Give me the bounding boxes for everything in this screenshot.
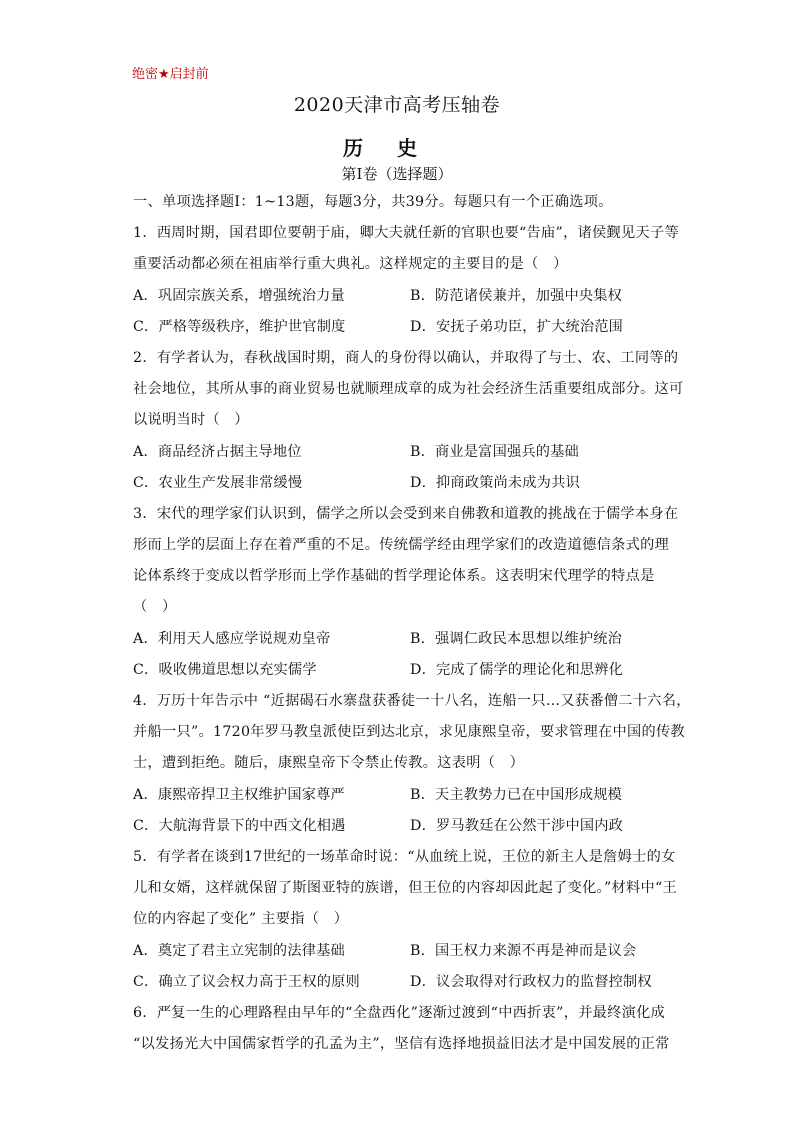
q3-option-b: B．强调仁政民本思想以维护统治: [410, 631, 623, 647]
q5-option-b: B．国王权力来源不再是神而是议会: [410, 943, 637, 959]
q4-stem-line: 士，遭到拒绝。随后，康熙皇帝下令禁止传教。这表明（ ）: [133, 755, 525, 771]
q6-stem-line: 6．严复一生的心理路程由早年的“全盘西化”逐渐过渡到“中西折衷”，并最终演化成: [133, 1005, 666, 1021]
q2-stem-line: 以说明当时（ ）: [133, 412, 249, 428]
q5-stem-line: 5．有学者在谈到17世纪的一场革命时说：“从血统上说，王位的新主人是詹姆士的女: [133, 849, 676, 865]
q5-stem-line: 位的内容起了变化” 主要指（ ）: [133, 911, 349, 927]
q3-stem-line: 论体系终于变成以哲学形而上学作基础的哲学理论体系。这表明宋代理学的特点是: [133, 568, 655, 584]
q3-stem-line: 3．宋代的理学家们认识到，儒学之所以会受到来自佛教和道教的挑战在于儒学本身在: [133, 506, 679, 522]
q2-option-a: A．商品经济占据主导地位: [133, 444, 302, 460]
q5-option-a: A．奠定了君主立宪制的法律基础: [133, 943, 345, 959]
q5-stem-line: 儿和女婿，这样就保留了斯图亚特的族谱，但王位的内容却因此起了变化。”材料中“王: [133, 880, 678, 896]
q1-option-d: D．安抚子弟功臣，扩大统治范围: [410, 319, 624, 335]
q3-stem-line: （ ）: [133, 599, 177, 615]
q2-option-b: B．商业是富国强兵的基础: [410, 444, 579, 460]
q4-option-c: C．大航海背景下的中西文化相遇: [133, 818, 346, 834]
q1-option-a: A．巩固宗族关系，增强统治力量: [133, 288, 345, 304]
star-icon: ★: [158, 67, 170, 82]
q5-option-d: D．议会取得对行政权力的监督控制权: [410, 974, 652, 990]
volume-title: 第Ⅰ卷（选择题）: [341, 165, 453, 183]
q3-stem-line: 形而上学的层面上存在着严重的不足。传统儒学经由理学家们的改造道德信条式的理: [133, 537, 670, 553]
q2-option-c: C．农业生产发展非常缓慢: [133, 475, 303, 491]
q5-option-c: C．确立了议会权力高于王权的原则: [133, 974, 360, 990]
q4-stem-line: 并船一只”。1720年罗马教皇派使臣到达北京，求见康熙皇帝，要求管理在中国的传教: [133, 724, 685, 740]
section-instruction: 一、单项选择题Ⅰ：1~13题，每题3分，共39分。每题只有一个正确选项。: [133, 194, 613, 210]
confidential-mark: [132, 63, 209, 82]
q1-stem-line: 1．西周时期，国君即位要朝于庙，卿大夫就任新的官职也要“告庙”，诸侯觐见天子等: [133, 225, 679, 241]
q3-option-d: D．完成了儒学的理论化和思辨化: [410, 662, 624, 678]
exam-title: 2020天津市高考压轴卷: [293, 94, 501, 116]
q4-option-b: B．天主教势力已在中国形成规模: [410, 787, 623, 803]
q2-stem-line: 社会地位，其所从事的商业贸易也就顺理成章的成为社会经济生活重要组成部分。这可: [133, 381, 684, 397]
q6-stem-line: “以发扬光大中国儒家哲学的孔孟为主”，坚信有选择地损益旧法才是中国发展的正常: [133, 1036, 670, 1052]
subject-title: 历史: [343, 136, 451, 160]
q3-option-c: C．吸收佛道思想以充实儒学: [133, 662, 317, 678]
q4-option-a: A．康熙帝捍卫主权维护国家尊严: [133, 787, 345, 803]
q4-stem-line: 4．万历十年告示中 “近据碣石水寨盘获番徒一十八名，连船一只…又获番僧二十六名，: [133, 693, 691, 709]
q1-stem-line: 重要活动都必须在祖庙举行重大典礼。这样规定的主要目的是（ ）: [133, 256, 568, 272]
q2-stem-line: 2．有学者认为，春秋战国时期，商人的身份得以确认，并取得了与士、农、工同等的: [133, 350, 679, 366]
confidential-left: 绝密: [132, 67, 159, 82]
q4-option-d: D．罗马教廷在公然干涉中国内政: [410, 818, 624, 834]
q3-option-a: A．利用天人感应学说规劝皇帝: [133, 631, 331, 647]
q1-option-b: B．防范诸侯兼并，加强中央集权: [410, 288, 623, 304]
confidential-right: 启封前: [169, 67, 209, 82]
q2-option-d: D．抑商政策尚未成为共识: [410, 475, 580, 491]
q1-option-c: C．严格等级秩序，维护世官制度: [133, 319, 346, 335]
